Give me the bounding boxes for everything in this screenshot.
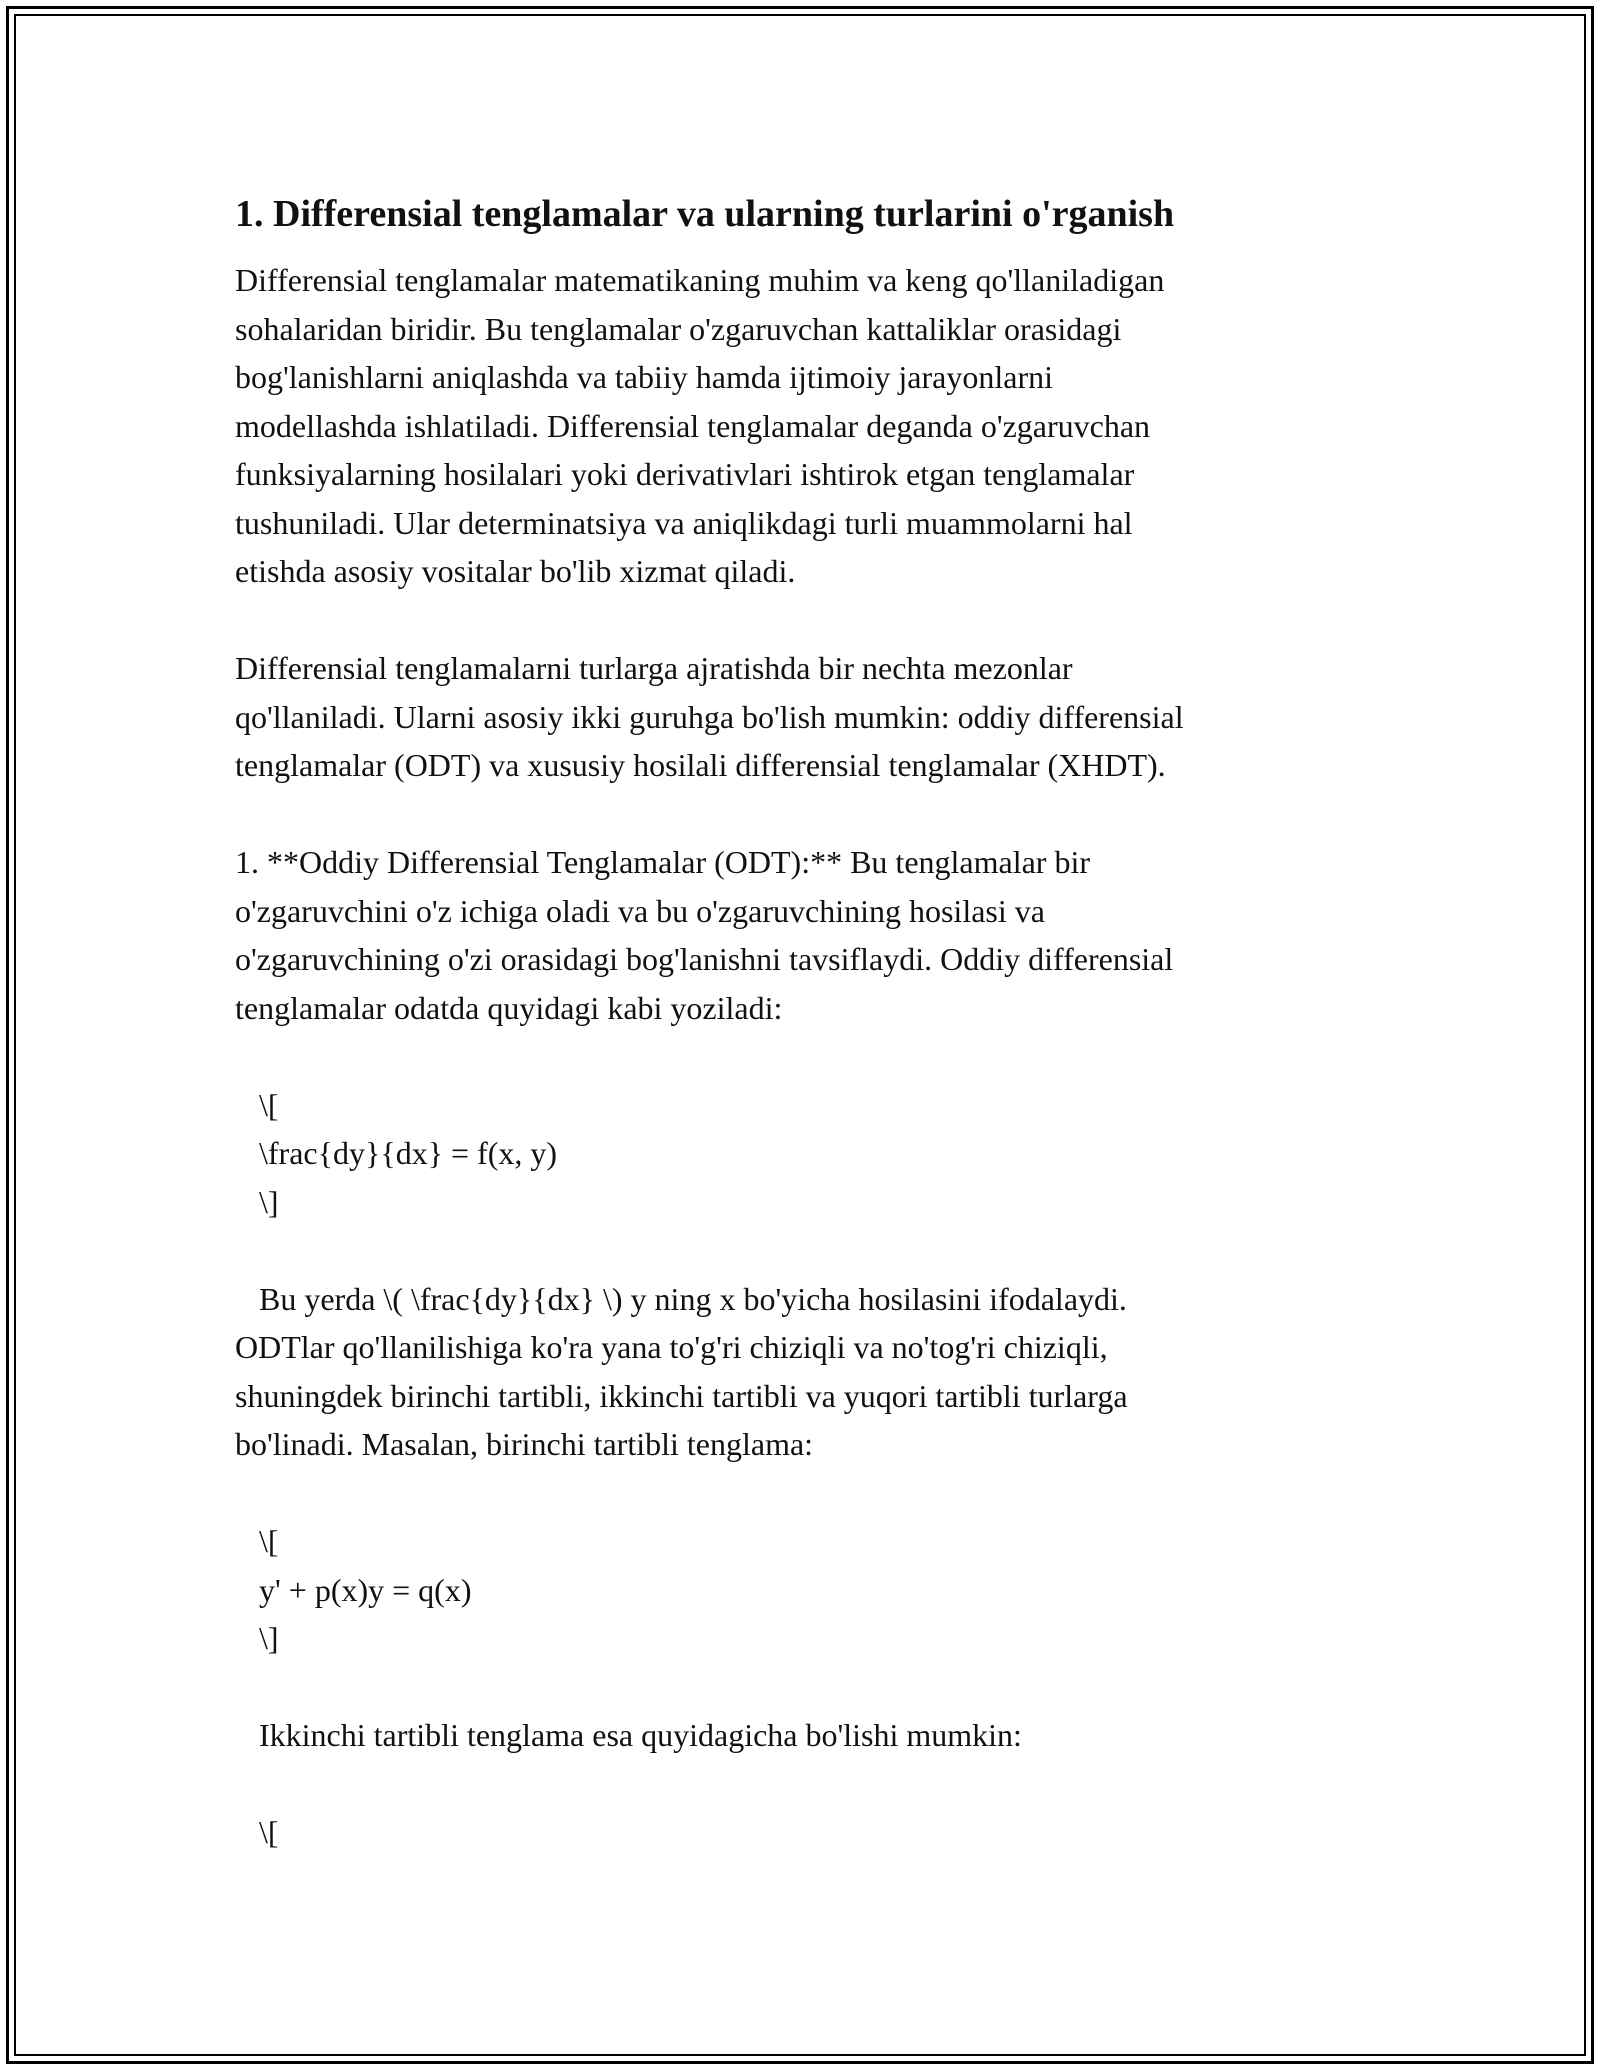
paragraph-gap bbox=[235, 596, 1365, 645]
paragraph bbox=[235, 1517, 1365, 1663]
paragraph-gap bbox=[235, 1032, 1365, 1081]
text-line: tushuniladi. Ular determinatsiya va aniqlikdagi turli muammolarni hal bbox=[235, 504, 1133, 541]
text-line: tenglamalar (ODT) va xususiy hosilali differensial tenglamalar (XHDT). bbox=[235, 747, 1166, 783]
paragraph-gap bbox=[235, 1663, 1365, 1712]
text-line: funksiyalarning hosilalari yoki derivativlari ishtirok etgan tenglamalar bbox=[235, 456, 1135, 492]
text-line: modellashda ishlatiladi. Differensial tenglamalar deganda o'zgaruvchan bbox=[235, 407, 1151, 444]
text-line: o'zgaruvchini o'z ichiga oladi va bu o'zgaruvchining hosilasi va bbox=[235, 892, 1045, 929]
text-line: \[ bbox=[235, 1086, 279, 1123]
document-body bbox=[235, 256, 1365, 1857]
text-line: ODTlar qo'llanilishiga ko'ra yana to'g'ri chiziqli va no'tog'ri chiziqli, bbox=[235, 1329, 1108, 1365]
text-line: Differensial tenglamalarni turlarga ajratishda bir nechta mezonlar bbox=[235, 650, 1073, 686]
text-line: Differensial tenglamalar matematikaning muhim va keng qo'llaniladigan bbox=[235, 262, 1165, 298]
text-line: 1. **Oddiy Differensial Tenglamalar (ODT):** Bu tenglamalar bir bbox=[235, 844, 1090, 880]
paragraph-gap bbox=[235, 790, 1365, 839]
text-line: \] bbox=[235, 1620, 279, 1656]
paragraph bbox=[235, 1275, 1365, 1469]
text-line: tenglamalar odatda quyidagi kabi yoziladi: bbox=[235, 989, 783, 1026]
text-line: etishda asosiy vositalar bo'lib xizmat qiladi. bbox=[235, 553, 796, 589]
text-line: sohalaridan biridir. Bu tenglamalar o'zgaruvchan kattaliklar orasidagi bbox=[235, 310, 1122, 347]
document-page bbox=[235, 182, 1365, 1857]
text-line: o'zgaruvchining o'zi orasidagi bog'lanishni tavsiflaydi. Oddiy differensial bbox=[235, 941, 1174, 977]
paragraph bbox=[235, 1081, 1365, 1227]
paragraph bbox=[235, 256, 1365, 596]
paragraph-gap bbox=[235, 1760, 1365, 1809]
text-line: \] bbox=[235, 1183, 279, 1220]
text-line: \[ bbox=[235, 1814, 279, 1850]
document-title: 1. Differensial tenglamalar va ularning turlarini o'rganish bbox=[235, 193, 1175, 235]
text-line: shuningdek birinchi tartibli, ikkinchi tartibli va yuqori tartibli turlarga bbox=[235, 1377, 1128, 1414]
paragraph-gap bbox=[235, 1469, 1365, 1518]
text-line: bo'linadi. Masalan, birinchi tartibli tenglama: bbox=[235, 1426, 814, 1462]
paragraph bbox=[235, 644, 1365, 790]
paragraph bbox=[235, 1711, 1365, 1760]
text-line: bog'lanishlarni aniqlashda va tabiiy hamda ijtimoiy jarayonlarni bbox=[235, 359, 1053, 395]
text-line: \frac{dy}{dx} = f(x, y) bbox=[235, 1135, 558, 1171]
text-line: Ikkinchi tartibli tenglama esa quyidagicha bo'lishi mumkin: bbox=[235, 1717, 1022, 1753]
paragraph bbox=[235, 838, 1365, 1032]
text-line: Bu yerda \( \frac{dy}{dx} \) y ning x bo'yicha hosilasini ifodalaydi. bbox=[235, 1280, 1127, 1317]
text-line: \[ bbox=[235, 1523, 279, 1559]
text-line: y' + p(x)y = q(x) bbox=[235, 1571, 472, 1608]
paragraph-gap bbox=[235, 1226, 1365, 1275]
paragraph bbox=[235, 1808, 1365, 1857]
text-line: qo'llaniladi. Ularni asosiy ikki guruhga bo'lish mumkin: oddiy differensial bbox=[235, 698, 1184, 735]
